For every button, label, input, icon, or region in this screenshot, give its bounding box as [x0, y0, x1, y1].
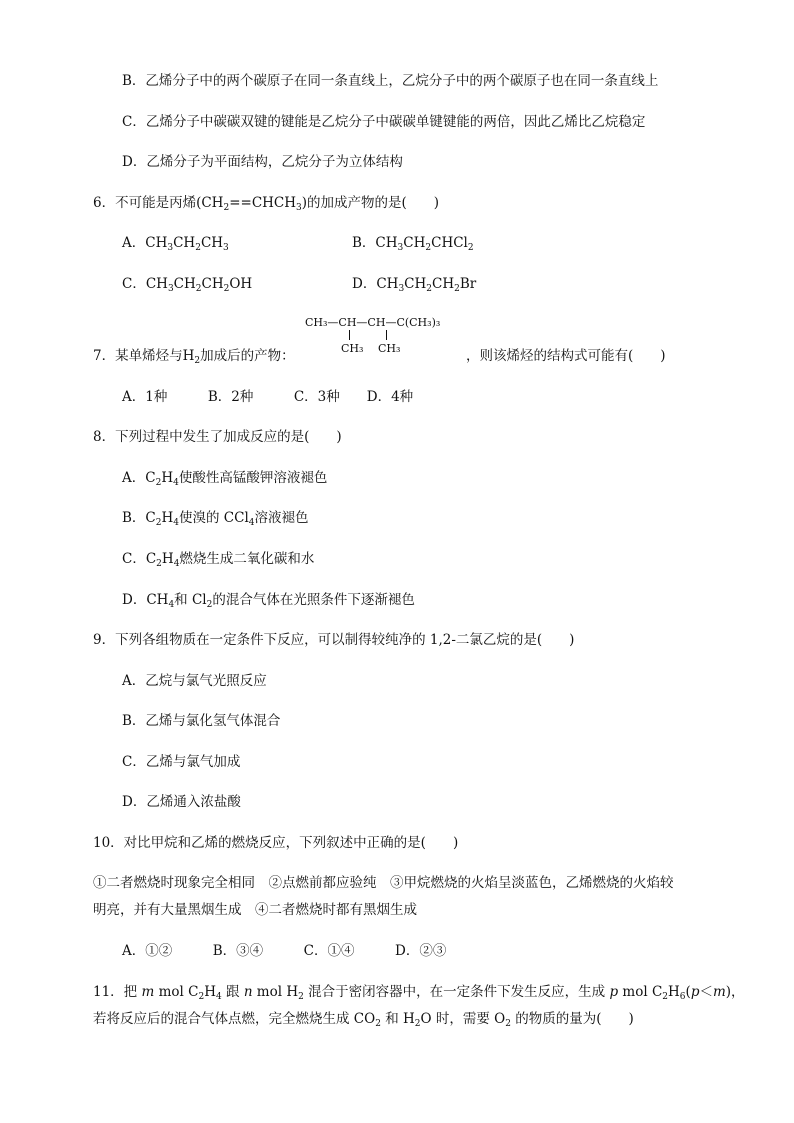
q9-option-d: D．乙烯通入浓盐酸: [122, 794, 241, 810]
q7-options: A．1种 B．2种 C．3种 D．4种: [122, 389, 414, 405]
q11-stem-line1: 11．把 m mol $C_2H_4$ 跟 n mol $H_2$ 混合于密闭容器中，在一定条件下发生反应，生成 p mol $C_2H_6(p<m)$，: [93, 984, 745, 1002]
q6-option-b: B．$CH_3CH_2CHCl_2$: [352, 235, 474, 253]
q8-stem: 8．下列过程中发生了加成反应的是( ): [93, 429, 342, 445]
q6-option-a: A．$CH_3CH_2CH_3$: [122, 235, 229, 253]
structure-main-chain: CH₃—CH—CH—C(CH₃)₃: [305, 316, 441, 329]
q7-structural-formula: [305, 316, 475, 360]
q10-options: A．①② B．③④ C．①④ D．②③: [122, 943, 447, 959]
q9-option-a: A．乙烷与氯气光照反应: [122, 673, 267, 689]
q8-option-a: A．$C_2H_4$使酸性高锰酸钾溶液褪色: [122, 470, 328, 488]
q11-stem-line2: 若将反应后的混合气体点燃，完全燃烧生成 $CO_2$ 和 $H_2O$ 时，需要 $O_2$ 的物质的量为( ): [93, 1011, 634, 1029]
q10-stem: 10．对比甲烷和乙烯的燃烧反应，下列叙述中正确的是( ): [93, 835, 459, 851]
q5-option-c: C．乙烯分子中碳碳双键的键能是乙烷分子中碳碳单键键能的两倍，因此乙烯比乙烷稳定: [122, 114, 646, 130]
q9-option-b: B．乙烯与氯化氢气体混合: [122, 713, 281, 729]
structure-methyl-1: CH₃: [341, 342, 364, 355]
q6-stem: 6．不可能是丙烯$(CH_2==CHCH_3)$的加成产物的是( ): [93, 195, 440, 213]
q5-option-d: D．乙烯分子为平面结构，乙烷分子为立体结构: [122, 154, 403, 170]
q5-option-b: B．乙烯分子中的两个碳原子在同一条直线上，乙烷分子中的两个碳原子也在同一条直线上: [122, 73, 659, 89]
q10-statements-line1: ①二者燃烧时现象完全相同 ②点燃前都应验纯 ③甲烷燃烧的火焰呈淡蓝色，乙烯燃烧的火焰较: [93, 875, 674, 891]
q9-option-c: C．乙烯与氯气加成: [122, 754, 241, 770]
q6-option-d: D．$CH_3CH_2CH_2Br$: [352, 276, 477, 294]
structure-bond-1: [349, 330, 350, 340]
q8-option-c: C．$C_2H_4$燃烧生成二氧化碳和水: [122, 551, 315, 569]
q6-option-c: C．$CH_3CH_2CH_2OH$: [122, 276, 253, 294]
q7-stem-left: 7．某单烯烃与$H_2$加成后的产物：: [93, 348, 295, 366]
q8-option-d: D．$CH_4$和 $Cl_2$的混合气体在光照条件下逐渐褪色: [122, 592, 415, 610]
structure-methyl-2: CH₃: [378, 342, 401, 355]
q8-option-b: B．$C_2H_4$使溴的 CCl$_4$溶液褪色: [122, 510, 309, 528]
structure-bond-2: [386, 330, 387, 340]
q10-statements-line2: 明亮，并有大量黑烟生成 ④二者燃烧时都有黑烟生成: [93, 902, 417, 918]
q9-stem: 9．下列各组物质在一定条件下反应，可以制得较纯净的 1,2-二氯乙烷的是( ): [93, 632, 575, 648]
q7-stem-right: ，则该烯烃的结构式可能有( ): [466, 348, 666, 364]
